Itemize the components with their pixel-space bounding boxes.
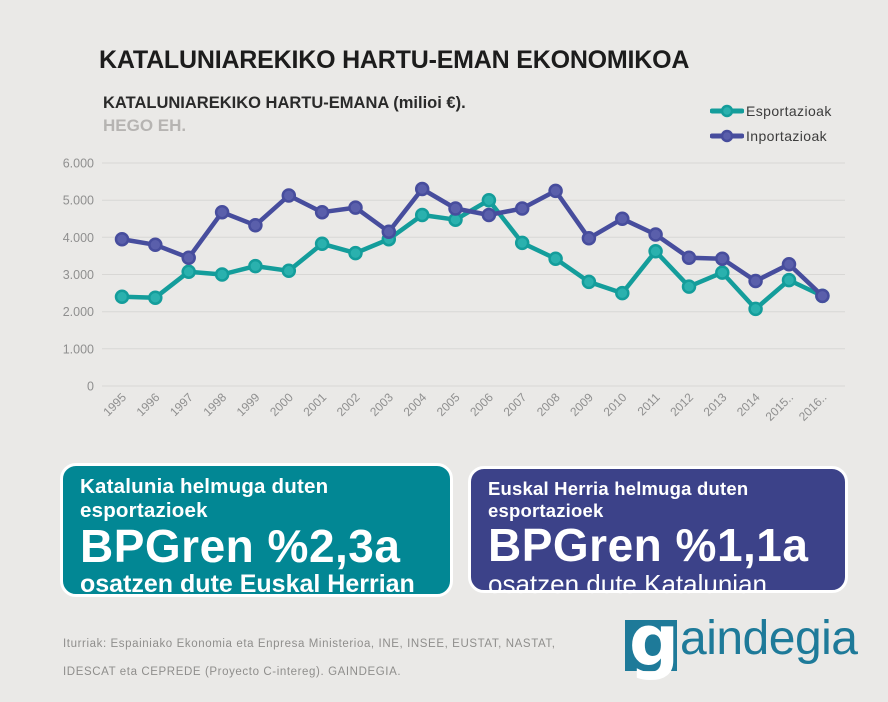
svg-text:1995: 1995	[100, 390, 130, 420]
svg-text:2001: 2001	[300, 390, 330, 420]
callout-highlight: BPGren %2,3a	[80, 520, 401, 572]
sources-line-1: Iturriak: Espainiako Ekonomia eta Enpresa Ministerioa, INE, INSEE, EUSTAT, NASTAT,	[63, 638, 556, 650]
callout-outro: osatzen dute Euskal Herrian	[80, 569, 415, 598]
svg-text:6.000: 6.000	[62, 156, 94, 171]
callout-outro: osatzen dute Katalunian	[488, 568, 767, 599]
svg-text:1996: 1996	[133, 390, 163, 420]
legend-label: Esportazioak	[746, 103, 832, 119]
svg-text:1.000: 1.000	[62, 342, 94, 357]
chart-subtitle: KATALUNIAREKIKO HARTU-EMANA (milioi €).	[103, 94, 466, 112]
svg-text:0: 0	[87, 379, 94, 394]
line-marker-icon	[710, 104, 744, 118]
svg-text:4.000: 4.000	[62, 230, 94, 245]
svg-text:2002: 2002	[333, 390, 363, 420]
line-marker-icon	[710, 129, 744, 143]
svg-text:2009: 2009	[567, 390, 597, 420]
callout-highlight: BPGren %1,1a	[488, 519, 809, 571]
callout-euskal-herria-exports	[468, 466, 848, 599]
svg-text:2005: 2005	[433, 390, 463, 420]
logo-letter: g	[629, 600, 680, 682]
svg-text:2010: 2010	[600, 390, 630, 420]
svg-text:2012: 2012	[667, 390, 697, 420]
svg-text:3.000: 3.000	[62, 268, 94, 282]
callout-intro: Euskal Herria helmuga duten esportazioek	[488, 478, 749, 521]
logo-mark-square	[625, 600, 680, 682]
line-chart	[50, 148, 860, 448]
legend-label: Inportazioak	[746, 128, 828, 144]
sources-line-2: IDESCAT eta CEPREDE (Proyecto C-intereg). GAINDEGIA.	[63, 666, 402, 678]
svg-text:2016..: 2016..	[796, 390, 830, 424]
svg-text:1997: 1997	[167, 390, 196, 420]
page-title: KATALUNIAREKIKO HARTU-EMAN EKONOMIKOA	[99, 46, 690, 74]
svg-text:2014: 2014	[733, 390, 763, 420]
sources-note	[63, 630, 556, 686]
svg-text:2007: 2007	[500, 390, 530, 420]
svg-text:2000: 2000	[267, 390, 296, 420]
svg-text:2013: 2013	[700, 390, 730, 420]
logo-wordmark: aindegia	[680, 612, 858, 665]
chart-legend	[710, 103, 832, 144]
callout-katalunia-exports	[60, 463, 453, 597]
svg-text:2006: 2006	[467, 390, 497, 420]
legend-item-esportazioak	[710, 103, 832, 119]
callout-intro: Katalunia helmuga duten esportazioek	[80, 475, 329, 522]
svg-text:1999: 1999	[233, 390, 263, 420]
svg-text:2003: 2003	[367, 390, 396, 420]
svg-text:2.000: 2.000	[62, 305, 94, 320]
svg-text:2008: 2008	[533, 390, 563, 420]
legend-item-inportazioak	[710, 128, 832, 144]
svg-text:5.000: 5.000	[62, 193, 94, 208]
chart-region-label: HEGO EH.	[103, 116, 187, 135]
svg-text:1998: 1998	[200, 390, 230, 420]
svg-text:2011: 2011	[634, 390, 663, 419]
svg-text:2004: 2004	[400, 390, 430, 420]
svg-text:2015..: 2015..	[762, 390, 797, 424]
